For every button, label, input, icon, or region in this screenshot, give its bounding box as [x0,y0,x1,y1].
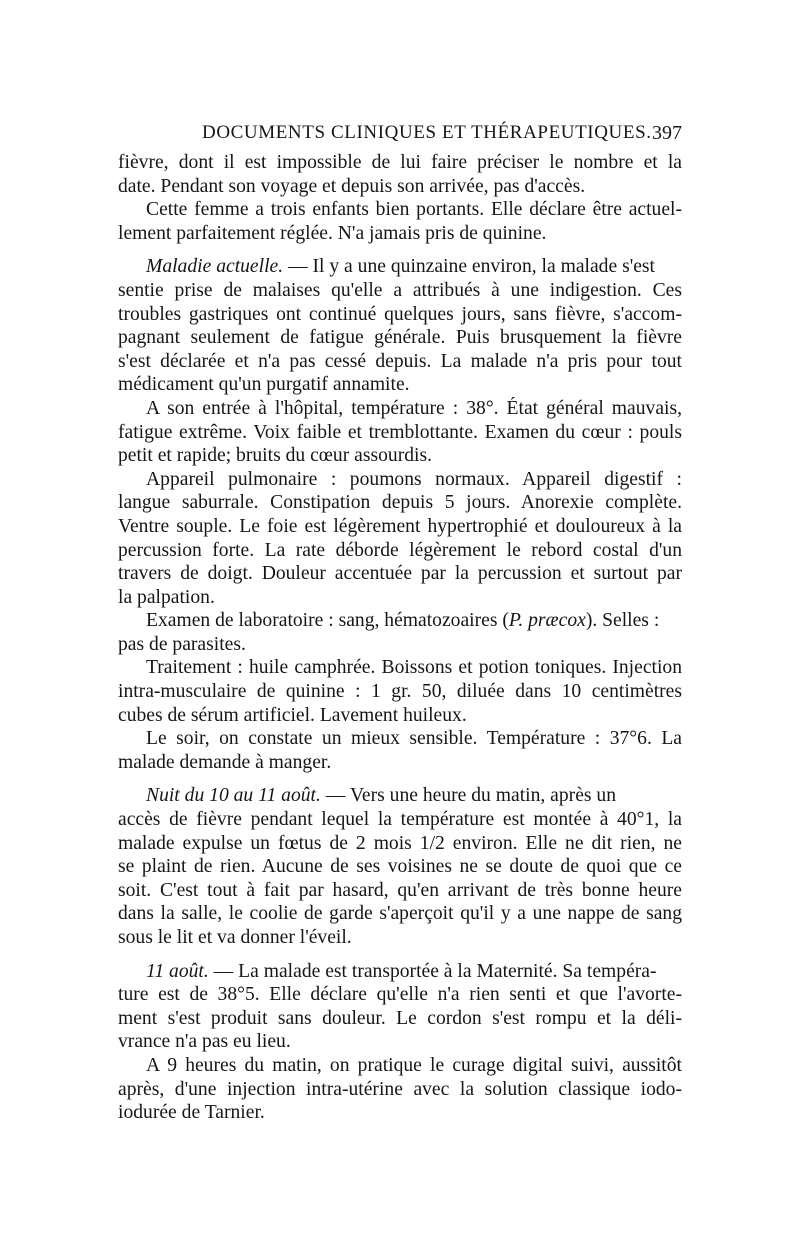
paragraph [118,609,682,656]
text-line: sous le lit et va donner l'éveil. [118,927,352,948]
paragraph [118,198,682,245]
species-name: P. præcox [508,610,586,632]
text-line: fatigue extrême. Voix faible et tremblottante. Examen du cœur : pouls [118,421,682,443]
text-line: A 9 heures du matin, on pratique le curage digital suivi, aussitôt [146,1054,682,1076]
text-line: la palpation. [118,586,215,608]
text-line: intra-musculaire de quinine : 1 gr. 50, diluée dans 10 centimètres [118,681,682,703]
text-line [118,255,682,279]
paragraph [118,656,682,727]
paragraph [118,1054,682,1125]
paragraph [118,784,682,949]
paragraph [118,727,682,774]
text-line: petit et rapide; bruits du cœur assourdis. [118,445,432,467]
text-fragment: — La malade est transportée à la Maternité. Sa tempéra- [208,960,657,982]
text-line: s'est déclarée et n'a pas cessé depuis. La malade n'a pris pour tout [118,350,682,372]
section-heading: Nuit du 10 au 11 août. [146,785,321,807]
paragraph [118,255,682,397]
text-line: malade expulse un fœtus de 2 mois 1/2 environ. Elle ne dit rien, ne [118,832,682,854]
text-line: date. Pendant son voyage et depuis son arrivée, pas d'accès. [118,175,586,197]
text-line [118,784,682,808]
text-line: accès de fièvre pendant lequel la température est montée à 40°1, la [118,809,682,831]
text-line: travers de doigt. Douleur accentuée par la percussion et surtout par [118,563,682,585]
running-title: DOCUMENTS CLINIQUES ET THÉRAPEUTIQUES. [202,122,652,143]
text-line: lement parfaitement réglée. N'a jamais pris de quinine. [118,222,547,244]
text-line: A son entrée à l'hôpital, température : 38°. État général mauvais, [146,397,682,419]
text-line: sentie prise de malaises qu'elle a attribués à une indigestion. Ces [118,279,682,301]
text-line: Appareil pulmonaire : poumons normaux. Appareil digestif : [146,468,682,490]
text-line [118,609,682,633]
section-heading: 11 août. [146,960,209,982]
text-line: langue saburrale. Constipation depuis 5 jours. Anorexie complète. [118,492,682,514]
text-line: après, d'une injection intra-utérine avec la solution classique iodo- [118,1078,682,1100]
text-line: Le soir, on constate un mieux sensible. Température : 37°6. La [146,728,682,750]
paragraph [118,151,682,198]
text-line: vrance n'a pas eu lieu. [118,1031,291,1053]
text-line: soit. C'est tout à fait par hasard, qu'en arrivant de très bonne heure [118,879,682,901]
text-line: percussion forte. La rate déborde légèrement le rebord costal d'un [118,539,682,561]
text-line: se plaint de rien. Aucune de ses voisines ne se doute de quoi que ce [118,856,682,878]
text-line: ment s'est produit sans douleur. Le cordon s'est rompu et la déli- [118,1007,682,1029]
text-line: pagnant seulement de fatigue générale. Puis brusquement la fièvre [118,327,682,349]
text-line: Traitement : huile camphrée. Boissons et potion toniques. Injection [146,657,682,679]
text-line: iodurée de Tarnier. [118,1102,265,1124]
paragraph [118,468,682,610]
text-line: dans la salle, le coolie de garde s'aperçoit qu'il y a une nappe de sang [118,903,682,925]
running-header [118,122,682,152]
text-line: cubes de sérum artificiel. Lavement huileux. [118,704,467,726]
text-line: fièvre, dont il est impossible de lui faire préciser le nombre et la [118,152,682,173]
text-line: médicament qu'un purgatif annamite. [118,374,410,396]
text-line: malade demande à manger. [118,751,332,773]
body-text [118,151,682,1125]
text-line: ture est de 38°5. Elle déclare qu'elle n'a rien senti et que l'avorte- [118,984,682,1006]
text-line [118,960,682,984]
page-number: 397 [652,122,682,144]
text-fragment: — Il y a une quinzaine environ, la malade s'est [283,256,655,278]
text-line: pas de parasites. [118,633,246,655]
text-fragment: ). Selles : [585,610,660,632]
text-fragment: — Vers une heure du matin, après un [320,785,617,807]
text-line: Ventre souple. Le foie est légèrement hypertrophié et douloureux à la [118,515,682,537]
text-fragment: Examen de laboratoire : sang, hématozoaires ( [146,610,509,632]
paragraph [118,960,682,1054]
section-heading: Maladie actuelle. [146,256,284,278]
text-line: Cette femme a trois enfants bien portants. Elle déclare être actuel- [146,199,682,221]
text-line: troubles gastriques ont continué quelques jours, sans fièvre, s'accom- [118,303,682,325]
paragraph [118,397,682,468]
